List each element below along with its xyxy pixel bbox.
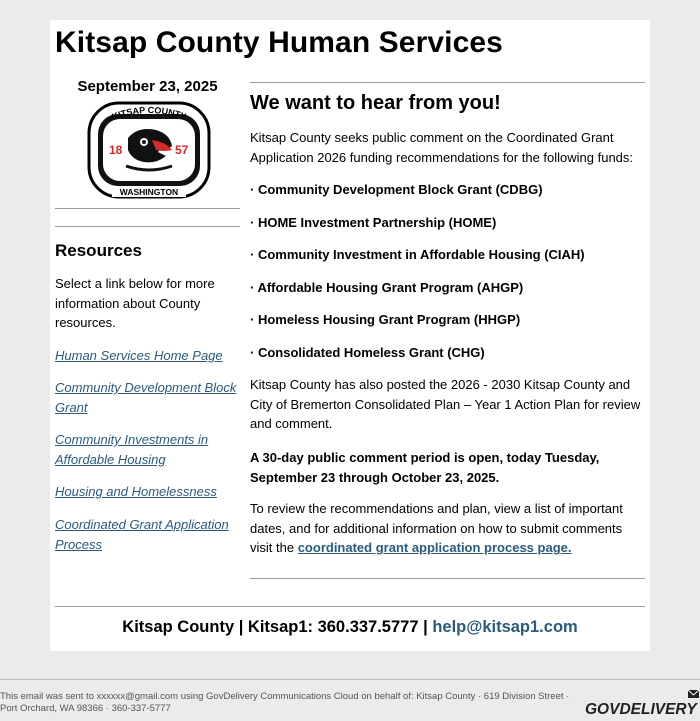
resources-intro: Select a link below for more information about County resources. xyxy=(55,276,215,330)
coordinated-grant-process-link[interactable]: coordinated grant application process page. xyxy=(297,540,572,555)
main-top-divider xyxy=(250,82,645,83)
email-card xyxy=(50,20,650,651)
disclaimer-text: This email was sent to xxxxxx@gmail.com using GovDelivery Communications Cloud on behalf of: Kitsap County · 619 Division Street · Port Orchard, WA 98366 · 360-337-5777 xyxy=(0,691,570,714)
resources-heading: Resources xyxy=(55,241,142,260)
footer-contact xyxy=(50,618,650,637)
link-human-services-home[interactable]: Human Services Home Page xyxy=(55,348,223,363)
footer-divider xyxy=(55,606,645,607)
bottom-divider xyxy=(0,679,700,680)
fund-item: · Community Development Block Grant (CDBG) xyxy=(250,182,543,197)
fund-item: · Homeless Housing Grant Program (HHGP) xyxy=(250,312,521,327)
govdelivery-brand-text: GOVDELIVERY xyxy=(585,701,697,718)
link-coordinated-grant-process[interactable]: Coordinated Grant Application Process xyxy=(55,517,229,552)
fund-item: · Community Investment in Affordable Housing (CIAH) xyxy=(250,247,585,262)
sidebar-divider xyxy=(55,208,240,209)
comment-period-paragraph: A 30-day public comment period is open, today Tuesday, September 23 through October 23, 2025. xyxy=(250,450,600,485)
plan-paragraph: Kitsap County has also posted the 2026 - 2030 Kitsap County and City of Bremerton Consolidated Plan – Year 1 Action Plan for review and comment. xyxy=(250,377,641,431)
link-community-development-block-grant[interactable]: Community Development Block Grant xyxy=(55,380,237,415)
link-housing-homelessness[interactable]: Housing and Homelessness xyxy=(55,484,217,499)
intro-paragraph: Kitsap County seeks public comment on the Coordinated Grant Application 2026 funding recommendations for the following funds: xyxy=(250,130,634,165)
review-text: To review the recommendations and plan, view a list of important dates, and for additional information on how to submit comments visit the xyxy=(250,501,623,555)
seal-year-right: 57 xyxy=(175,143,189,157)
envelope-icon xyxy=(688,690,699,698)
fund-item: · Affordable Housing Grant Program (AHGP) xyxy=(250,280,524,295)
main-bottom-divider xyxy=(250,578,645,579)
footer-contact-text: Kitsap County | Kitsap1: 360.337.5777 | xyxy=(122,618,428,636)
main-heading: We want to hear from you! xyxy=(250,92,501,114)
seal-top-text: KITSAP COUNTY xyxy=(110,104,188,122)
govdelivery-logo[interactable] xyxy=(584,688,700,720)
newsletter-date: September 23, 2025 xyxy=(77,78,218,95)
fund-item: · Consolidated Homeless Grant (CHG) xyxy=(250,345,485,360)
fund-item: · HOME Investment Partnership (HOME) xyxy=(250,215,497,230)
review-paragraph xyxy=(250,499,630,558)
page-title: Kitsap County Human Services xyxy=(55,26,503,59)
seal-year-left: 18 xyxy=(109,143,123,157)
footer-email-link[interactable]: help@kitsap1.com xyxy=(432,618,578,636)
link-community-investments-affordable-housing[interactable]: Community Investments in Affordable Housing xyxy=(55,432,209,467)
seal-bottom-text: WASHINGTON xyxy=(119,187,179,197)
sidebar-divider xyxy=(55,226,240,227)
county-seal-icon xyxy=(86,100,212,200)
